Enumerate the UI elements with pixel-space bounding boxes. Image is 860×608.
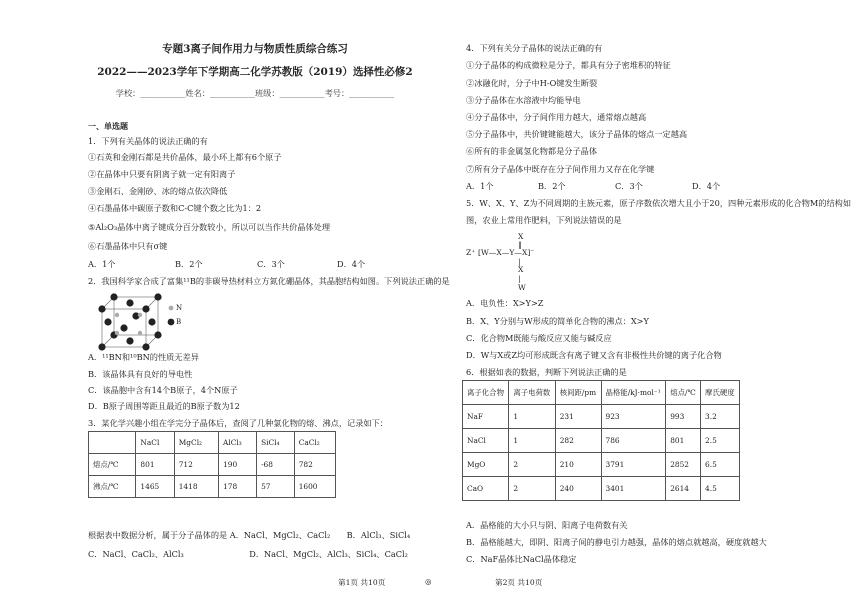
- q6-option-c: C．NaF晶体比NaCl晶体稳定: [466, 554, 577, 564]
- q2-option-d: D．B原子周围等距且最近的B原子数为12: [88, 401, 240, 411]
- table-row: [463, 405, 740, 429]
- q1-stem: 1．下列有关晶体的说法正确的有: [88, 136, 208, 146]
- table-cell: 摩氏硬度: [701, 381, 740, 405]
- q2-stem: 2．我国科学家合成了富集¹¹B的非碳导热材料立方氮化硼晶体，其晶胞结构如图。下列说法正确的是: [88, 276, 450, 286]
- q4-option-b: B．2个: [538, 181, 566, 191]
- q3-table: [88, 431, 336, 498]
- q4-stem: 4．下列有关分子晶体的说法正确的有: [466, 43, 603, 53]
- table-cell: 6.5: [701, 453, 740, 477]
- table-cell: 离子电荷数: [509, 381, 555, 405]
- table-cell: 1: [509, 405, 555, 429]
- q5-option-c: C．化合物M既能与酸反应又能与碱反应: [466, 333, 612, 343]
- table-cell: 801: [136, 454, 174, 476]
- crystal-cell-diagram: [92, 291, 202, 351]
- table-cell: 1600: [294, 476, 335, 498]
- q1-option-c: C．3个: [257, 259, 285, 269]
- q1-item: ①石英和金刚石都是共价晶体，最小环上都有6个原子: [88, 152, 282, 162]
- q6-option-b: B．晶格能越大，即阴、阳离子间的静电引力越强，晶体的熔点就越高，硬度就越大: [466, 537, 767, 547]
- q3-stem: 3．某化学兴趣小组在学完分子晶体后，查阅了几种氯化物的熔、沸点，记录如下：: [88, 418, 388, 428]
- table-cell: 3401: [601, 477, 666, 501]
- q1-option-a: A．1个: [88, 259, 116, 269]
- q5-option-b: B．X、Y分别与W形成的简单化合物的沸点：X>Y: [466, 316, 649, 326]
- table-cell: 282: [555, 429, 601, 453]
- table-cell: 231: [555, 405, 601, 429]
- q4-option-d: D．4个: [692, 181, 721, 191]
- table-cell: 801: [666, 429, 701, 453]
- q2-option-c: C．该晶胞中含有14个B原子，4个N原子: [88, 385, 238, 395]
- q5-stem: 5．W、X、Y、Z为不同周期的主族元素，原子序数依次增大且小于20，四种元素形成的化合物M的结构如: [466, 198, 852, 208]
- q4-item: ①分子晶体的构成微粒是分子，都具有分子密堆积的特征: [466, 60, 671, 70]
- q6-option-a: A．晶格能的大小只与阴、阳离子电荷数有关: [466, 520, 628, 530]
- q1-item: ⑥石墨晶体中只有σ键: [88, 241, 168, 251]
- table-cell: 786: [601, 429, 666, 453]
- q4-item: ⑤分子晶体中，共价键键能越大，该分子晶体的熔点一定越高: [466, 129, 688, 139]
- table-cell: 178: [219, 476, 257, 498]
- table-cell: 晶格能/kJ·mol⁻¹: [601, 381, 666, 405]
- q5-stem-cont: 图，农业上常用作肥料，下列说法错误的是: [466, 215, 622, 225]
- q4-item: ⑥所有的非金属氢化物都是分子晶体: [466, 146, 598, 156]
- table-cell: -68: [257, 454, 295, 476]
- table-cell: 2852: [666, 453, 701, 477]
- right-page: [462, 0, 852, 608]
- q1-item: ④石墨晶体中碳原子数和C-C键个数之比为1：2: [88, 203, 262, 213]
- binding-mark: ◎: [425, 577, 432, 586]
- table-cell: 3791: [601, 453, 666, 477]
- q4-item: ③分子晶体在水溶液中均能导电: [466, 95, 581, 105]
- right-page-number: 第2页 共10页: [495, 578, 543, 587]
- table-cell: 熔点/℃: [89, 454, 136, 476]
- q6-table: [462, 380, 740, 501]
- table-cell: NaCl: [463, 429, 509, 453]
- student-info-fields: 学校：___________姓名：___________班级：___________考号：___________: [115, 88, 395, 98]
- table-cell: CaCl₂: [294, 432, 335, 454]
- table-row: [89, 454, 336, 476]
- table-cell: SiCl₄: [257, 432, 295, 454]
- q3-options-line1: 根据表中数据分析，属于分子晶体的是 A．NaCl、MgCl₂、CaCl₂ B．AlCl₃、SiCl₄: [88, 530, 411, 540]
- table-cell: CaO: [463, 477, 509, 501]
- bond-line: |: [518, 274, 521, 283]
- left-page-number: 第1页 共10页: [338, 578, 386, 587]
- table-cell: NaCl: [136, 432, 174, 454]
- section-heading: 一、单选题: [88, 121, 128, 131]
- table-cell: 993: [666, 405, 701, 429]
- table-cell: 190: [219, 454, 257, 476]
- table-cell: 离子化合物: [463, 381, 509, 405]
- table-cell: 2614: [666, 477, 701, 501]
- structure-bottom-atom: X: [518, 265, 524, 274]
- q5-option-d: D．W与X或Z均可形成既含有离子键又含有非极性共价键的离子化合物: [466, 350, 722, 360]
- q4-option-a: A．1个: [466, 181, 494, 191]
- q2-option-b: B．该晶体具有良好的导电性: [88, 369, 193, 379]
- table-cell: 1465: [136, 476, 174, 498]
- table-cell: 2.5: [701, 429, 740, 453]
- q1-option-d: D．4个: [337, 259, 366, 269]
- table-cell: 2: [509, 453, 555, 477]
- q2-option-a: A．¹¹BN和¹⁰BN的性质无差异: [88, 352, 199, 362]
- table-cell: 57: [257, 476, 295, 498]
- table-cell: NaF: [463, 405, 509, 429]
- table-cell: [89, 432, 136, 454]
- q1-item: ②在晶体中只要有阴离子就一定有阳离子: [88, 169, 236, 179]
- q1-option-b: B．2个: [175, 259, 203, 269]
- q1-item: ⑤Al₂O₃晶体中离子键成分百分数较小，所以可以当作共价晶体处理: [88, 222, 331, 232]
- left-page: [70, 0, 450, 608]
- q4-item: ④分子晶体中，分子间作用力越大，通常熔点越高: [466, 112, 647, 122]
- page-title: 专题3离子间作用力与物质性质综合练习: [162, 43, 348, 55]
- table-cell: 923: [601, 405, 666, 429]
- table-cell: 2: [509, 477, 555, 501]
- table-cell: 4.5: [701, 477, 740, 501]
- table-cell: 熔点/℃: [666, 381, 701, 405]
- table-cell: 1: [509, 429, 555, 453]
- structure-top-atom: X: [518, 232, 524, 241]
- q4-item: ⑦所有分子晶体中既存在分子间作用力又存在化学键: [466, 164, 655, 174]
- bond-line: ‖: [518, 240, 522, 249]
- table-row: [463, 477, 740, 501]
- table-header-row: [89, 432, 336, 454]
- table-cell: 782: [294, 454, 335, 476]
- bond-line: |: [518, 257, 521, 266]
- table-cell: MgO: [463, 453, 509, 477]
- table-header-row: [463, 381, 740, 405]
- q1-item: ③金刚石、金刚砂、冰的熔点依次降低: [88, 186, 228, 196]
- legend-b-label: B: [176, 318, 182, 326]
- table-cell: 1418: [174, 476, 218, 498]
- table-cell: 3.2: [701, 405, 740, 429]
- table-cell: 240: [555, 477, 601, 501]
- legend-n-marker: [169, 306, 174, 311]
- table-row: [89, 476, 336, 498]
- q3-options-line2: C．NaCl、CaCl₂、AlCl₃ D．NaCl、MgCl₂、AlCl₃、SiCl₄、CaCl₂: [88, 549, 408, 559]
- q4-option-c: C．3个: [615, 181, 643, 191]
- structure-chain: [W—X—Y—X]⁻: [478, 248, 535, 257]
- table-row: [463, 429, 740, 453]
- structure-cation: Z⁺: [466, 248, 476, 257]
- table-cell: AlCl₃: [219, 432, 257, 454]
- legend-n-label: N: [176, 304, 183, 312]
- legend-b-marker: [168, 319, 175, 326]
- page-subtitle: 2022——2023学年下学期高二化学苏教版（2019）选择性必修2: [97, 66, 413, 78]
- structure-bottom-atom-2: W: [518, 283, 526, 292]
- table-cell: 沸点/℃: [89, 476, 136, 498]
- table-cell: MgCl₂: [174, 432, 218, 454]
- table-cell: 210: [555, 453, 601, 477]
- q5-option-a: A．电负性：X>Y>Z: [466, 298, 544, 308]
- q6-stem: 6．根据如表的数据，判断下列说法正确的是: [466, 367, 627, 377]
- table-row: [463, 453, 740, 477]
- table-cell: 712: [174, 454, 218, 476]
- table-cell: 核间距/pm: [555, 381, 601, 405]
- q4-item: ②冰融化时，分子中H-O键发生断裂: [466, 78, 598, 88]
